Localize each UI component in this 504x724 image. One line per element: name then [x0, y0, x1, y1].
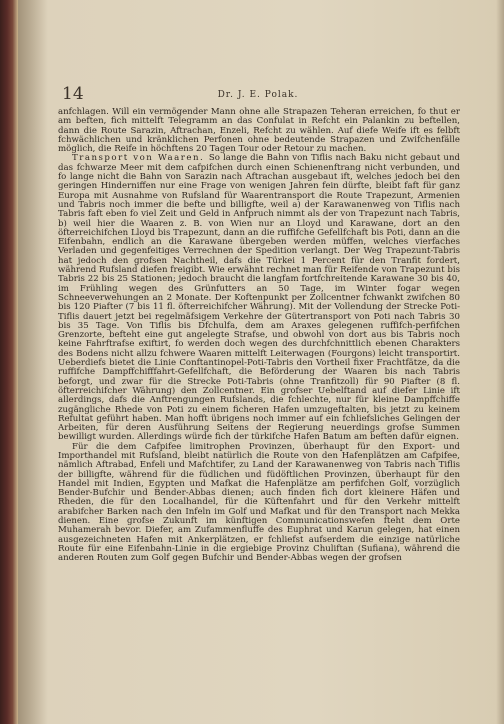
paragraph [58, 443, 460, 564]
paragraph-text: So lange die Bahn von Tiflis nach Baku nicht gebaut und das fchwarze Meer mit dem cafpifchen durch einen Schienenftrang nicht verbunden, und fo lange nicht die Bahn von Sarazin nach Aftrachan ausgebaut ift, welches jedoch bei den geringen Hinderniffen nur eine Frage von wenigen Jahren fein dürfte, bleibt faft für ganz Europa mit Ausnahme von Rufsland für Waarentransport die Route Trapezunt, Armenien und Tabris noch immer die befte und billigfte, weil a) der Karawanenweg von Tiflis nach Tabris faft eben fo viel Zeit und Geld in Anfpruch nimmt als der von Trapezunt nach Tabris, b) weil hier die Waaren z. B. von Wien nur an Lloyd und Karawane, dort an den öfterreichifchen Lloyd bis Trapezunt, dann an die ruffifche Gefellfchaft bis Poti, dann an die Eifenbahn, endlich an die Karawane übergeben werden müffen, welches vierfaches Verladen und gegenfeitiges Verrechnen der Spedition verlangt. Der Weg Trapezunt-Tabris hat jedoch den grofsen Nachtheil, dafs die Türkei 1 Percent für den Tranfit fordert, während Rufsland diefen freigibt. Wie erwähnt rechnet man für Reifende von Trapezunt bis Tabris 22 bis 25 Stationen; jedoch braucht die langfam fortfchreitende Karawane 30 bis 40, im Frühling wegen des Grünfutters an 50 Tage, im Winter fogar wegen Schneeverwehungen an 2 Monate. Der Koftenpunkt per Zollcentner fchwankt zwifchen 80 bis 120 Piafter (7 bis 11 fl. öfterreichifcher Währung). Mit der Vollendung der Strecke Poti-Tiflis dauert jetzt bei regelmäfsigem Verkehre der Gütertransport von Poti nach Tabris 30 bis 35 Tage. Von Tiflis bis Dfchulfa, dem am Araxes gelegenen ruffifch-perfifchen Grenzorte, befteht eine gut angelegte Strafse, und obwohl von dort aus bis Tabris noch keine Fahrftrafse exiftirt, fo werden doch wegen des durchfchnittlich ebenen Charakters des Bodens nicht allzu fchwere Waaren mittelft Leiterwagen (Fourgons) leicht transportirt. Ueberdiefs bietet die Linie Conftantinopel-Poti-Tabris den Vortheil fixer Frachtfätze, da die ruffifche Dampffchifffahrt-Gefellfchaft, die Beförderung der Waaren bis nach Tabris beforgt, und zwar für die Strecke Poti-Tabris (ohne Tranfitzoll) für 90 Piafter (8 fl. öfterreichifcher Währung) den Zollcentner. Ein grofser Uebelftand auf diefer Linie ift allerdings, dafs die Anftrengungen Rufslands, die fchlechte, nur für kleine Dampffchiffe zugängliche Rhede von Poti zu einem ficheren Hafen umzugeftalten, bis jetzt zu keinem Refultat geführt haben. Man hofft übrigens noch immer auf ein fchliefsliches Gelingen der Arbeiten, für deren Ausführung Seitens der Regierung neuerdings grofse Summen bewilligt wurden. Allerdings würde fich der türkifche Hafen Batum am beften dafür eignen. [58, 153, 460, 443]
spine-shadow [18, 0, 48, 724]
page-header [62, 84, 454, 104]
paragraph-text: anfchlagen. Will ein vermögender Mann ohne alle Strapazen Teheran erreichen, fo thut er am beften, fich mittelft Telegramm an das Confulat in Refcht ein Palankin zu beftellen, dann die Route Sarazin, Aftrachan, Enzeli, Refcht zu wählen. Auf diefe Weife ift es felbft fchwächlichen und kränklichen Perfonen ohne bedeutende Strapazen und Zwifchenfälle möglich, die Reife in höchftens 20 Tagen Tour oder Retour zu machen. [58, 107, 460, 155]
book-cover-edge [0, 0, 18, 724]
body-text [58, 108, 460, 564]
book-page [18, 0, 504, 724]
section-lead: Transport von Waaren. [72, 153, 209, 164]
paragraph [58, 108, 460, 154]
page-number: 14 [62, 84, 84, 104]
paragraph [58, 154, 460, 442]
paragraph-text: Für die dem Cafpifee limitrophen Provinzen, überhaupt für den Export- und Importhandel mit Rufsland, bleibt natürlich die Route von den Hafenplätzen am Cafpifee, nämlich Aftrabad, Enfeli und Mafchtifer, zu Land der Karawanenweg von Tabris nach Tiflis der billigfte, während für die füdlichen und füdöftlichen Provinzen, überhaupt für den Handel mit Indien, Egypten und Mafkat die Hafenplätze am perfifchen Golf, vorzüglich Bender-Bufchir und Bender-Abbas dienen; auch finden fich dort kleinere Häfen und Rheden, die für den Localhandel, für die Küftenfahrt und für den Verkehr mittelft arabifcher Barken nach den Infeln im Golf und Mafkat und für den Transport nach Mekka dienen. Eine grofse Zukunft im künftigen Communicationswefen fteht dem Orte Muhamerah bevor. Diefer, am Zufammenfluffe des Euphrat und Karun gelegen, hat einen ausgezeichneten Hafen mit Ankerplätzen, er fchliefst aufserdem die einzige natürliche Route für eine Eifenbahn-Linie in die ergiebige Provinz Chuliftan (Sufiana), während die anderen Routen zum Golf gegen Bufchir und Bender-Abbas wegen der grofsen [58, 441, 460, 564]
page-edge-shadow [496, 0, 504, 724]
running-title: Dr. J. E. Polak. [217, 90, 299, 100]
